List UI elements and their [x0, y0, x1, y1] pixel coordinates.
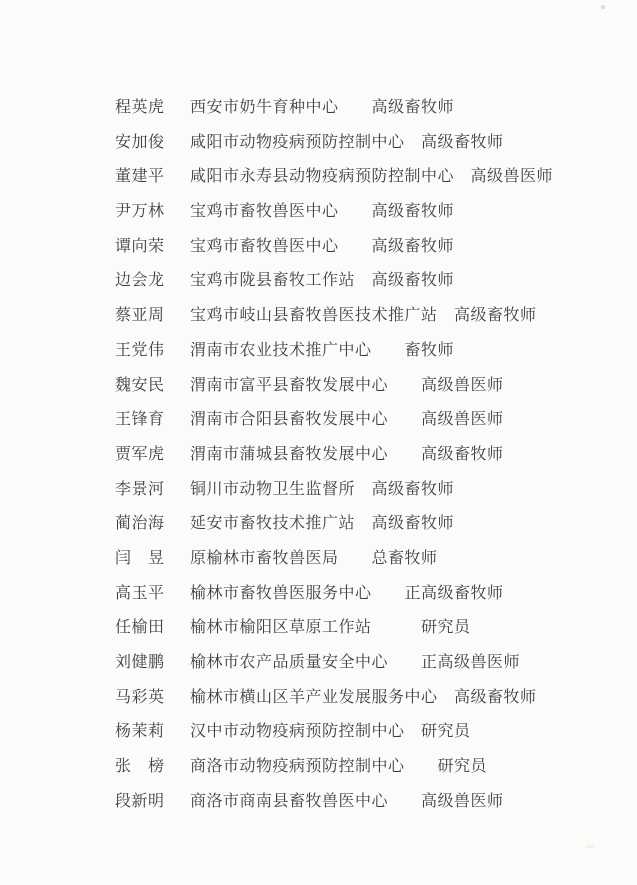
- organization: 宝鸡市畜牧兽医中心: [190, 237, 339, 255]
- spacer: [339, 99, 372, 116]
- spacer: [355, 515, 372, 532]
- person-name: 刘健鹏: [115, 654, 165, 671]
- spacer: [339, 238, 372, 255]
- professional-title: 正高级兽医师: [421, 654, 521, 671]
- list-item: [88, 252, 553, 290]
- organization: 西安市奶牛育种中心: [190, 99, 339, 116]
- list-item: [88, 322, 553, 357]
- professional-title: 高级畜牧师: [454, 307, 537, 325]
- person-name: 贾军虎: [115, 445, 165, 463]
- professional-title: 畜牧师: [404, 341, 455, 359]
- spacer: [339, 203, 372, 220]
- spacer: [454, 168, 471, 185]
- list-item: [88, 391, 553, 429]
- spacer: [372, 342, 405, 359]
- list-item: [88, 634, 553, 669]
- list-item: [88, 114, 553, 149]
- professional-title: 高级畜牧师: [371, 272, 455, 290]
- professional-title: 高级畜牧师: [454, 688, 537, 706]
- organization: 渭南市富平县畜牧发展中心: [190, 376, 389, 394]
- scan-artifact: [585, 845, 595, 848]
- professional-title: 高级兽医师: [421, 376, 504, 394]
- scan-artifact: [601, 5, 605, 9]
- person-name: 闫 昱: [115, 549, 165, 567]
- professional-title: 高级畜牧师: [371, 237, 455, 255]
- list-item: [88, 565, 553, 600]
- person-name: 李景河: [115, 480, 165, 498]
- spacer: [372, 619, 422, 636]
- list-item: [88, 495, 553, 533]
- organization: 铜川市动物卫生监督所: [190, 480, 356, 498]
- list-item: [88, 218, 553, 253]
- professional-title: 高级畜牧师: [371, 480, 455, 498]
- spacer: [405, 134, 422, 151]
- organization: 宝鸡市岐山县畜牧兽医技术推广站: [190, 307, 438, 325]
- recipient-list: [88, 79, 554, 810]
- professional-title: 研究员: [437, 758, 488, 776]
- person-name: 魏安民: [115, 376, 165, 394]
- professional-title: 高级兽医师: [421, 411, 504, 429]
- organization: 渭南市农业技术推广中心: [190, 341, 372, 359]
- organization: 榆林市农产品质量安全中心: [190, 654, 389, 671]
- spacer: [355, 272, 372, 289]
- spacer: [405, 758, 438, 775]
- list-item: [88, 461, 553, 496]
- person-name: 任榆田: [115, 619, 165, 637]
- organization: 渭南市合阳县畜牧发展中心: [190, 411, 389, 429]
- list-item: [88, 287, 553, 325]
- list-item: [88, 599, 553, 637]
- organization: 商洛市动物疫病预防控制中心: [190, 758, 405, 776]
- organization: 宝鸡市畜牧兽医中心: [190, 203, 339, 221]
- list-item: [88, 426, 553, 461]
- organization: 宝鸡市陇县畜牧工作站: [190, 272, 356, 290]
- spacer: [388, 654, 421, 671]
- list-item: [88, 703, 553, 741]
- spacer: [388, 377, 421, 394]
- organization: 汉中市动物疫病预防控制中心: [190, 723, 405, 741]
- list-item: [88, 183, 553, 221]
- person-name: 段新明: [115, 792, 165, 810]
- organization: 榆林市畜牧兽医服务中心: [190, 584, 372, 602]
- person-name: 马彩英: [115, 688, 165, 706]
- person-name: 安加俊: [115, 133, 165, 151]
- person-name: 谭向荣: [115, 237, 165, 255]
- list-item: [88, 357, 553, 392]
- organization: 咸阳市永寿县动物疫病预防控制中心: [190, 168, 455, 186]
- person-name: 杨茉莉: [115, 723, 165, 741]
- person-name: 高玉平: [115, 584, 165, 602]
- person-name: 程英虎: [115, 99, 165, 116]
- professional-title: 高级畜牧师: [371, 99, 455, 116]
- professional-title: 研究员: [421, 619, 471, 637]
- organization: 延安市畜牧技术推广站: [190, 515, 356, 533]
- list-item: [88, 669, 553, 704]
- person-name: 张 榜: [115, 758, 165, 776]
- professional-title: 高级兽医师: [470, 168, 554, 186]
- professional-title: 高级畜牧师: [371, 203, 455, 221]
- organization: 榆林市榆阳区草原工作站: [190, 619, 372, 637]
- person-name: 董建平: [115, 168, 165, 186]
- person-name: 边会龙: [115, 272, 165, 290]
- spacer: [355, 481, 372, 498]
- person-name: 王党伟: [115, 341, 165, 359]
- organization: 渭南市蒲城县畜牧发展中心: [190, 445, 389, 463]
- list-item: [88, 530, 553, 565]
- spacer: [438, 689, 455, 706]
- person-name: 蔡亚周: [115, 307, 165, 325]
- spacer: [339, 550, 372, 567]
- list-item: [88, 738, 553, 776]
- professional-title: 高级畜牧师: [421, 133, 504, 151]
- spacer: [388, 793, 421, 810]
- spacer: [405, 723, 422, 740]
- organization: 榆林市横山区羊产业发展服务中心: [190, 688, 438, 706]
- professional-title: 高级畜牧师: [371, 515, 455, 533]
- spacer: [388, 411, 421, 428]
- list-item: [88, 148, 554, 186]
- professional-title: 高级畜牧师: [421, 445, 504, 463]
- professional-title: 高级兽医师: [421, 792, 504, 810]
- organization: 咸阳市动物疫病预防控制中心: [190, 133, 405, 151]
- person-name: 王锋育: [115, 411, 165, 429]
- professional-title: 研究员: [421, 723, 471, 741]
- person-name: 蔺治海: [115, 515, 165, 533]
- organization: 商洛市商南县畜牧兽医中心: [190, 792, 389, 810]
- organization: 原榆林市畜牧兽医局: [190, 549, 339, 567]
- professional-title: 正高级畜牧师: [404, 584, 504, 602]
- person-name: 尹万林: [115, 203, 165, 221]
- list-item: [88, 79, 553, 114]
- list-item: [88, 773, 553, 808]
- spacer: [438, 307, 455, 324]
- spacer: [388, 446, 421, 463]
- spacer: [372, 585, 405, 602]
- professional-title: 总畜牧师: [371, 549, 438, 567]
